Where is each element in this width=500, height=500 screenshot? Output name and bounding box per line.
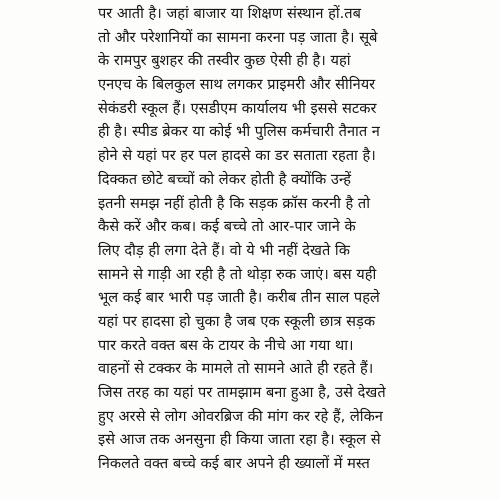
article-line: पर आती है। जहां बाजार या शिक्षण संस्थान हों.तब: [98, 5, 361, 22]
article-line: के रामपुर बुशहर की तस्वीर कुछ ऐसी ही है। यहां: [98, 52, 351, 70]
article-line: इसे आज तक अनसुना ही किया जाता रहा है। स्कूल से: [98, 431, 381, 449]
article-line: कैसे करें और कब। कई बच्चे तो आर-पार जाने के: [98, 218, 356, 236]
article-line: तो और परेशानियों का सामना करना पड़ जाता है। सूबे: [98, 28, 378, 46]
article-line: यहां पर हादसा हो चुका है जब एक स्कूली छात्र सड़क: [98, 312, 376, 330]
article-line: सेकंडरी स्कूल हैं। एसडीएम कार्यालय भी इससे सटकर: [98, 99, 377, 117]
article-line: भूल कई बार भारी पड़ जाती है। करीब तीन साल पहले: [98, 289, 380, 307]
article-line: सामने से गाड़ी आ रही है तो थोड़ा रुक जाएं। बस यही: [98, 265, 377, 283]
article-line: होने से यहां पर हर पल हादसे का डर सताता रहता है।: [98, 147, 376, 165]
article-line: लिए दौड़ ही लगा देते हैं। वो ये भी नहीं देखते कि: [98, 241, 350, 259]
article-line: पार करते वक्त बस के टायर के नीचे आ गया था।: [98, 336, 354, 354]
article-line: इतनी समझ नहीं होती है कि सड़क क्रॉस करनी है तो: [98, 194, 371, 212]
article-line: जिस तरह का यहां पर तामझाम बना हुआ है, उसे देखते: [98, 384, 386, 401]
article-line: दिक्कत छोटे बच्चों को लेकर होती है क्योंकि उन्हें: [98, 170, 351, 188]
article-line: वाहनों से टक्कर के मामले तो सामने आते ही रहते हैं।: [98, 360, 374, 378]
article-line: निकलते वक्त बच्चे कई बार अपने ही ख्यालों में मस्त: [98, 455, 370, 473]
article-line: ही है। स्पीड ब्रेकर या कोई भी पुलिस कर्मचारी तैनात न: [98, 123, 380, 141]
article-line: एनएच के बिलकुल साथ लगकर प्राइमरी और सीनियर: [98, 76, 376, 94]
article-line: हुए अरसे से लोग ओवरब्रिज की मांग कर रहे हैं, लेकिन: [98, 407, 383, 425]
